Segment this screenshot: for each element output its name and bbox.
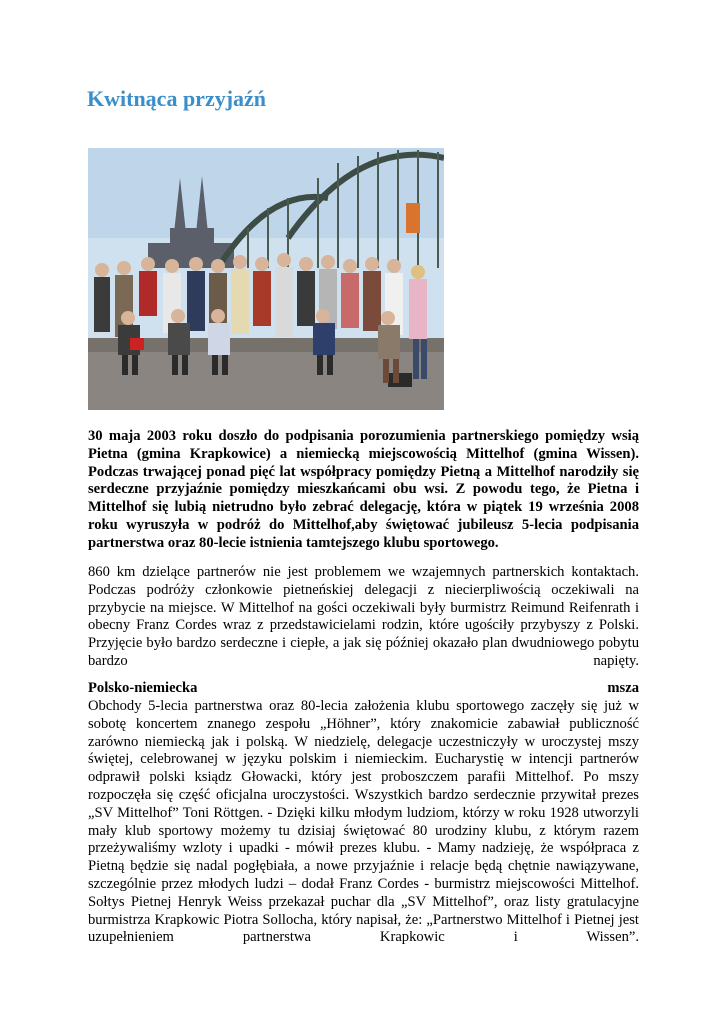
text-line: 30 maja 2003 roku doszło do podpisania porozumienia partnerskiego pomiędzy wsią (88, 428, 639, 444)
text-line: Mittelhof się lubią nietrudno było zebrać delegację, która w piątek 19 września 2008 (88, 499, 639, 516)
text-line: zarówno niemiecką jak i polską. W niedzielę, delegacje uczestniczyły w uroczystej mszy (88, 733, 639, 750)
text-line: odprawił polski ksiądz Głowacki, który jest proboszczem parafii Mittelhof. Po mszy (88, 769, 639, 786)
text-line: Podczas trwającej ponad pięć lat współpracy pomiędzy Pietną a Mittelhof narodziły się (88, 463, 639, 480)
section-heading-right: msza (607, 680, 639, 696)
article-title: Kwitnąca przyjaźń (87, 86, 267, 111)
paragraph-3 (88, 698, 639, 947)
text-line: serdeczne przyjaźnie pomiędzy mieszkańcami obu wsi. Z powodu tego, że Pietna i (88, 481, 639, 498)
text-line: Podczas podróży członkowie pietneńskiej delegacji z niecierpliwością oczekiwali na (88, 581, 639, 598)
paragraph-1 (88, 428, 639, 553)
paragraph-2 (88, 564, 639, 671)
text-line: przeżywaliśmy wzloty i upadki - mówił prezes klubu. - Mamy nadzieję, że współpraca z (88, 840, 639, 857)
group-photo (88, 148, 444, 410)
text-line: Pietną będzie się nadal pogłębiała, a nowe przyjaźnie i relacje będą chętnie nawiązywane, (88, 858, 639, 875)
text-line: Sołtys Pietnej Henryk Weiss przekazał puchar dla „SV Mittelhof”, oraz listy gratulacyjne (88, 893, 639, 910)
group-photo-icon (88, 148, 444, 410)
text-line: bardzo napięty. (88, 652, 639, 669)
text-line: rozpoczęła się część oficjalna uroczystości. Wszystkich bardzo serdecznie przywitał prezes (88, 786, 639, 803)
text-line: 860 km dzielące partnerów nie jest problemem we wzajemnych partnerskich kontaktach. (88, 564, 639, 580)
text-line: uzupełnieniem partnerstwa Krapkowic i Wissen”. (88, 929, 639, 946)
text-line: obecny Franz Cordes wraz z przedstawicielami rodzin, które ugościły przybyszy z Polski. (88, 617, 639, 634)
text-line: partnerstwa oraz 80-lecie istnienia tamtejszego klubu sportowego. (88, 534, 499, 551)
text-line: roku wyruszyła w podróż do Mittelhof,aby świętować jubileusz 5-lecia podpisania (88, 516, 639, 533)
section-heading (88, 680, 639, 698)
text-line: Pietna (gmina Krapkowice) a niemiecką miejscowością Mittelhof (gmina Wissen). (88, 445, 639, 462)
text-line: mały klub sportowy możemy tu dzisiaj świętować 80 urodziny klubu, z którym razem (88, 822, 639, 839)
text-line: Przyjęcie było bardzo serdeczne i ciepłe, a jak się później okazało plan dwudniowego pobytu (88, 635, 639, 652)
section-heading-left: Polsko-niemiecka (88, 680, 198, 696)
text-line: szczególnie przez młodych ludzi – dodał Franz Cordes - burmistrz miejscowości Mittelhof. (88, 875, 639, 892)
text-line: Obchody 5-lecia partnerstwa oraz 80-lecia założenia klubu sportowego zaczęły się już w (88, 698, 639, 714)
text-line: „SV Mittelhof” Toni Röttgen. - Dzięki kilku młodym ludziom, którzy w roku 1928 utworzyli (88, 804, 639, 821)
text-line: przybycie na miejsce. W Mittelhof na gości oczekiwali były burmistrz Reimund Reifenrath i (88, 599, 639, 616)
text-line: burmistrza Krapkowic Piotra Sollocha, który napisał, że: „Partnerstwo Mittelhof i Pietnej jest (88, 911, 639, 928)
text-line: sobotę koncertem znanego zespołu „Höhner”, który znakomicie zabawiał publiczność (88, 715, 639, 732)
text-line: świętej, celebrowanej w języku polskim i niemieckim. Eucharystię w intencji partnerów (88, 751, 639, 768)
